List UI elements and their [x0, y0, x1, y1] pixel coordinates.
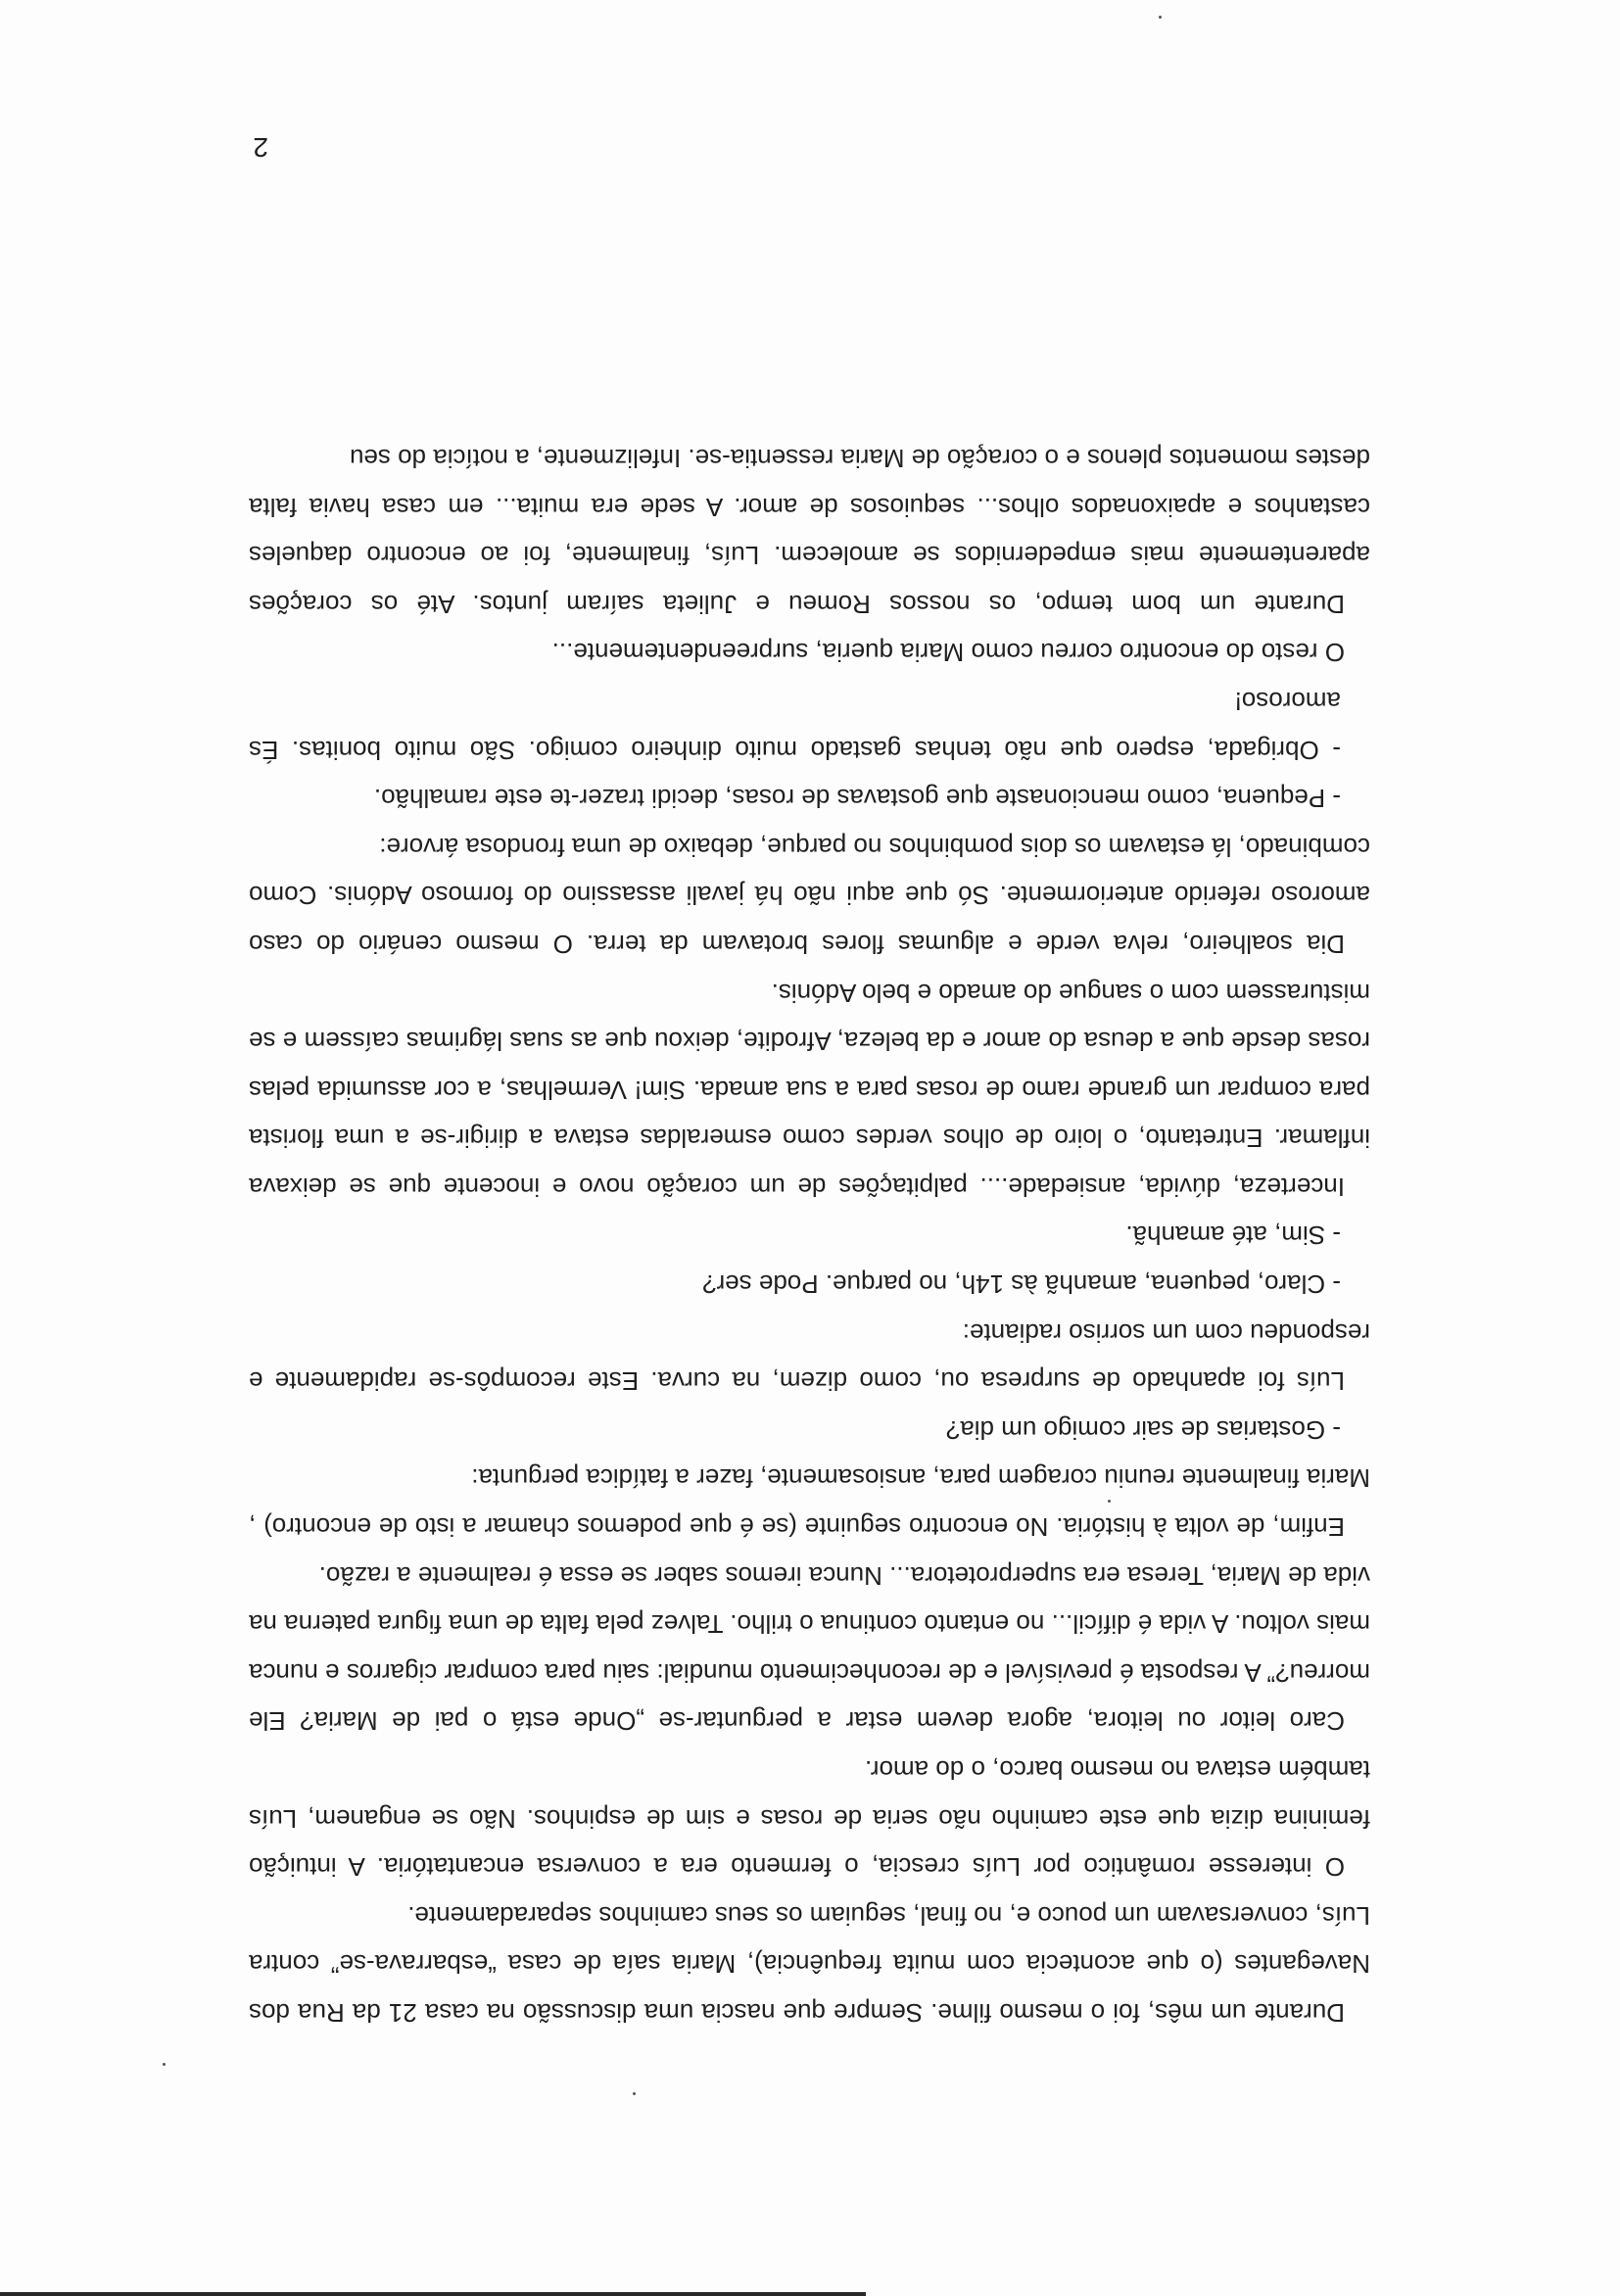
- scanner-edge-line: [0, 2292, 866, 2296]
- dialogue-line: - Sim, até amanhã.: [1125, 1220, 1341, 1251]
- body-paragraph: Dia soalheiro, relva verde e algumas flores brotavam da terra. O mesmo cenário do caso amoroso referido anteriormente. Só que aqui não há javali assassino do formoso Adónis. Como combinado, lá estavam os dois pombinhos no parque, debaixo de uma frondosa árvore:: [249, 832, 1370, 959]
- body-paragraph: Enfim, de volta à história. No encontro seguinte (se é que podemos chamar a isto de encontro) , Maria finalmente reuniu coragem para, ansiosamente, fazer a fatídica pergunta:: [249, 1463, 1370, 1543]
- body-paragraph: O resto do encontro correu como Maria queria, surpreendentemente...: [551, 638, 1345, 668]
- story-text: [249, 433, 1370, 2036]
- scan-speck: [633, 2092, 636, 2095]
- body-paragraph: Durante um mês, foi o mesmo filme. Sempre que nascia uma discussão na casa 21 da Rua dos Navegantes (o que acontecia com muita frequência), Maria saía de casa “esbarrava-se” contra Luís, conversavam um pouco e, no final, seguiam os seus caminhos separadamente.: [249, 1900, 1370, 2028]
- dialogue-line: - Gostarias de sair comigo um dia?: [945, 1414, 1341, 1445]
- body-paragraph: Incerteza, dúvida, ansiedade.... palpitações de um coração novo e inocente que se deixava inflamar. Entretanto, o loiro de olhos verdes como esmeraldas estava a dirigir-se a uma florista para comprar um grande ramo de rosas para a sua amada. Sim! Vermelhas, a cor assumida pelas rosas desde que a deusa do amor e da beleza, Afrodite, deixou que as suas lágrimas caíssem e se misturassem com o sangue do amado e belo Adónis.: [249, 978, 1370, 1202]
- page-number: 2: [253, 132, 268, 163]
- body-paragraph: Caro leitor ou leitora, agora devem estar a perguntar-se „Onde está o pai de Maria? Ele morreu?” A resposta é previsível e de reconhecimento mundial: saiu para comprar cigarros e nunca mais voltou. A vida é difícil... no entanto continua o trilho. Talvez pela falta de uma figura paterna na vida de Maria, Teresa era superprotetora... Nunca iremos saber se essa é realmente a razão.: [249, 1560, 1370, 1737]
- scan-speck: [1108, 1500, 1111, 1503]
- body-paragraph: Luís foi apanhado de surpresa ou, como dizem, na curva. Este recompôs-se rapidamente e respondeu com um sorriso radiante:: [249, 1317, 1370, 1397]
- body-paragraph: O interesse romântico por Luís crescia, o fermento era a conversa encantatória. A intuição feminina dizia que este caminho não seria de rosas e sim de espinhos. Não se enganem, Luís também estava no mesmo barco, o do amor.: [249, 1755, 1370, 1883]
- scan-speck: [1159, 16, 1162, 19]
- dialogue-line: - Obrigada, espero que não tenhas gastado muito dinheiro comigo. São muito bonitas. És amoroso!: [249, 686, 1341, 765]
- dialogue-line: - Pequena, como mencionaste que gostavas de rosas, decidi trazer-te este ramalhão.: [373, 784, 1341, 814]
- scan-speck: [163, 2063, 166, 2066]
- dialogue-line: - Claro, pequena, amanhã às 14h, no parque. Pode ser?: [702, 1269, 1341, 1300]
- body-paragraph: Durante um bom tempo, os nossos Romeu e Julieta saíram juntos. Até os corações aparentemente mais empedernidos se amolecem. Luís, finalmente, foi ao encontro daqueles castanhos e apaixonados olhos... sequiosos de amor. A sede era muita... em casa havia falta destes momentos plenos e o coração de Maria ressentia-se. Infelizmente, a notícia do seu: [249, 444, 1370, 619]
